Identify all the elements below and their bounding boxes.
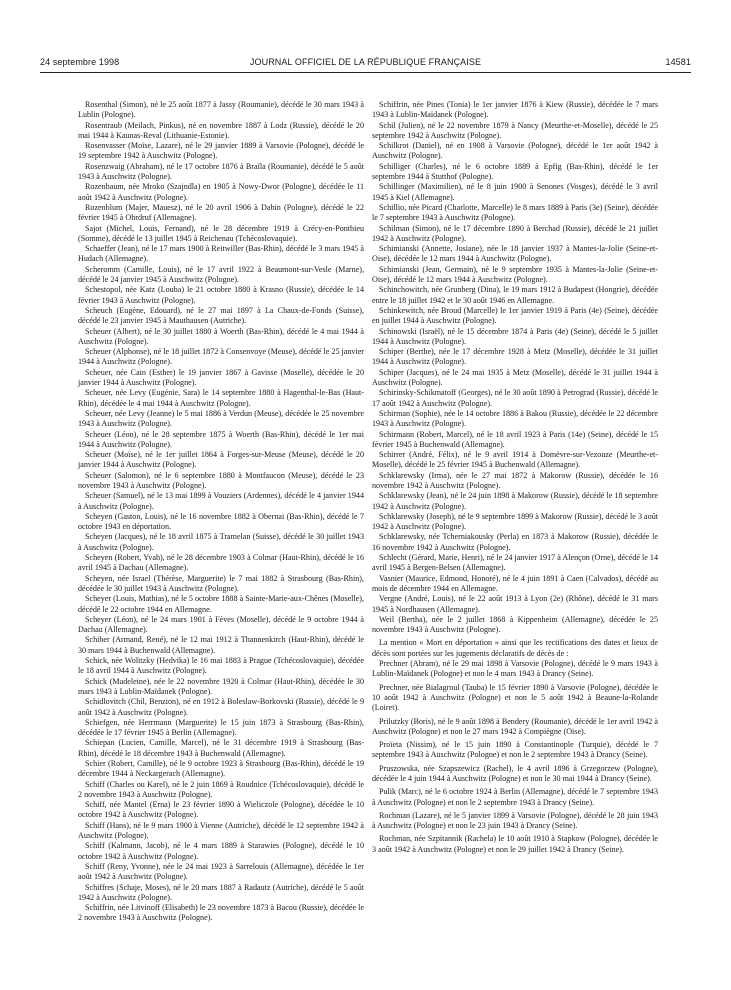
- entry-paragraph: Scheromm (Camille, Louis), né le 17 avril 1922 à Beaumont-sur-Vesle (Marne), décédé le 24 janvier 1945 à Auschwitz (Pologne).: [78, 264, 364, 285]
- entry-paragraph: Scheuer (Samuel), né le 13 mai 1899 à Vouziers (Ardennes), décédé le 4 janvier 1944 à Auschwitz (Pologne).: [78, 491, 364, 511]
- entry-paragraph: Schick (Madeleine), née le 22 novembre 1920 à Colmar (Haut-Rhin), décédée le 30 mars 1943 à Lublin-Maïdanek (Pologne).: [78, 676, 364, 696]
- entry-paragraph: Scheyer (Louis, Mathias), né le 5 octobre 1888 à Sainte-Marie-aux-Chênes (Moselle), décédé le 22 octobre 1944 en Allemagne.: [78, 594, 364, 614]
- entry-paragraph: Scheuer (Moïse), né le 1er juillet 1864 à Forges-sur-Meuse (Meuse), décédé le 20 janvier 1944 à Auschwitz (Pologne).: [78, 450, 364, 470]
- header-rule: [40, 72, 691, 73]
- entry-paragraph: Schiff (Kalmann, Jacob), né le 4 mars 1889 à Starawies (Pologne), décédé le 10 octobre 1942 à Auschwitz (Pologne).: [78, 841, 364, 861]
- entry-paragraph: Schiper (Jacques), né le 24 mai 1935 à Metz (Moselle), décédé le 31 juillet 1944 à Auschwitz (Pologne).: [372, 367, 658, 388]
- entry-paragraph: Proïeta (Nissim), né le 15 juin 1890 à Constantinople (Turquie), décédé le 7 septembre 1943 à Auschwitz (Pologne) et non le 2 septembre 1943 à Drancy (Seine).: [372, 740, 658, 760]
- entry-paragraph: Schklarewsky (Joseph), né le 9 septembre 1899 à Makorow (Russie), décédé le 3 août 1942 à Auschwitz (Pologne).: [372, 511, 658, 532]
- entry-paragraph: Weil (Bertha), née le 2 juillet 1868 à Kippenheim (Allemagne), décédée le 25 novembre 1943 à Auschwitz (Pologne).: [372, 614, 658, 635]
- entry-paragraph: Schestopol, née Katz (Louba) le 21 octobre 1880 à Krasno (Russie), décédée le 14 février 1943 à Auschwitz (Pologne).: [78, 285, 364, 305]
- entry-paragraph: Scheuer, née Levy (Eugénie, Sara) le 14 septembre 1880 à Hagenthal-le-Bas (Haut-Rhin), décédée le 4 mai 1944 à Auschwitz (Pologne).: [78, 388, 364, 408]
- entry-paragraph: Scheuer (Albert), né le 30 juillet 1880 à Woerth (Bas-Rhin), décédé le 4 mai 1944 à Auschwitz (Pologne).: [78, 326, 364, 346]
- entry-paragraph: Schick, née Wolitzky (Hedvika) le 16 mai 1883 à Prague (Tchécoslovaquie), décédée le 18 avril 1944 à Auschwitz (Pologne).: [78, 656, 364, 676]
- entry-paragraph: Schirrer (André, Félix), né le 9 avril 1914 à Domèvre-sur-Vezouze (Meurthe-et-Moselle), décédé le 25 février 1945 à Buchenwald (Allemagne).: [372, 450, 658, 470]
- page-header: [40, 57, 691, 71]
- entry-paragraph: Schidlovitch (Chil, Benzion), né en 1912 à Boleslaw-Borkovski (Russie), décédé le 9 août 1942 à Auschwitz (Pologne).: [78, 697, 364, 717]
- left-column: [78, 100, 364, 924]
- entry-paragraph: Scheuer (Alphonse), né le 18 juillet 1872 à Consenvoye (Meuse), décédé le 25 janvier 1944 à Auschwitz (Pologne).: [78, 347, 364, 367]
- entry-paragraph: Schiff (Reny, Yvonne), née le 24 mai 1923 à Sarrelouis (Allemagne), décédée le 1er août 1942 à Auschwitz (Pologne).: [78, 861, 364, 882]
- entry-paragraph: Schinowski (Israël), né le 15 décembre 1874 à Paris (4e) (Seine), décédé le 5 juillet 1944 à Auschwitz (Pologne).: [372, 326, 658, 346]
- entry-paragraph: Rosenzwaig (Abraham), né le 17 octobre 1876 à Braïla (Roumanie), décédé le 5 août 1943 à Auschwitz (Pologne).: [78, 161, 364, 182]
- entry-paragraph: Vergne (André, Louis), né le 22 août 1913 à Lyon (2e) (Rhône), décédé le 31 mars 1945 à Nordhausen (Allemagne).: [372, 594, 658, 614]
- entry-paragraph: Schier (Robert, Camille), né le 9 octobre 1923 à Strasbourg (Bas-Rhin), décédé le 19 décembre 1944 à Neckargerach (Allemagne).: [78, 759, 364, 779]
- entry-paragraph: Schilliger (Charles), né le 6 octobre 1889 à Epfig (Bas-Rhin), décédé le 1er septembre 1944 à Stutthof (Pologne).: [372, 161, 658, 182]
- entry-paragraph: Rosenthal (Simon), né le 25 août 1877 à Jassy (Roumanie), décédé le 30 mars 1943 à Lublin (Pologne).: [78, 100, 364, 120]
- entry-paragraph: Schiefgen, née Herrmann (Marguerite) le 15 juin 1873 à Strasbourg (Bas-Rhin), décédée le 17 février 1945 à Berlin (Allemagne).: [78, 717, 364, 738]
- entry-paragraph: Scheyen (Gaston, Louis), né le 16 novembre 1882 à Obernai (Bas-Rhin), décédé le 7 octobre 1943 en déportation.: [78, 511, 364, 532]
- entry-paragraph: Schaeffer (Jean), né le 17 mars 1900 à Reitwiller (Bas-Rhin), décédé le 3 mars 1945 à Hudach (Allemagne).: [78, 244, 364, 264]
- entry-paragraph: Rosenvasser (Moïse, Lazare), né le 29 janvier 1889 à Varsovie (Pologne), décédé le 19 septembre 1942 à Auschwitz (Pologne).: [78, 141, 364, 161]
- entry-paragraph: Schinkewitch, née Broud (Marcelle) le 1er janvier 1919 à Paris (4e) (Seine), décédée en juillet 1944 à Auschwitz (Pologne).: [372, 305, 658, 326]
- entry-paragraph: Scheyen, née Israel (Thérèse, Marguerite) le 7 mai 1882 à Strasbourg (Bas-Rhin), décédée le 30 juillet 1943 à Auschwitz (Pologne).: [78, 573, 364, 593]
- entry-paragraph: Scheyen (Robert, Yvah), né le 28 décembre 1903 à Colmar (Haut-Rhin), décédé le 16 avril 1945 à Dachau (Allemagne).: [78, 553, 364, 573]
- entry-paragraph: Rozenbaum, née Mroko (Szajndla) en 1905 à Nowy-Dwor (Pologne), décédée le 11 août 1942 à Auschwitz (Pologne).: [78, 182, 364, 202]
- header-date: 24 septembre 1998: [40, 57, 120, 67]
- entry-paragraph: Schilkrot (Daniel), né en 1908 à Varsovie (Pologne), décédé le 1er août 1942 à Auschwitz (Pologne).: [372, 141, 658, 161]
- entry-paragraph: Scheyer (Léon), né le 24 mars 1901 à Fèves (Moselle), décédé le 9 octobre 1944 à Dachau (Allemagne).: [78, 614, 364, 635]
- entry-paragraph: Schiff (Charles ou Karel), né le 2 juin 1869 à Roudnice (Tchécoslovaquie), décédé le 2 novembre 1943 à Auschwitz (Pologne).: [78, 779, 364, 799]
- entry-paragraph: Rozenblum (Majer, Mauesz), né le 20 avril 1906 à Dabin (Pologne), décédé le 22 février 1945 à Ohrdruf (Allemagne).: [78, 202, 364, 223]
- entry-paragraph: Schimianski (Jean, Germain), né le 9 septembre 1935 à Mantes-la-Jolie (Seine-et-Oise), décédé le 12 mars 1944 à Auschwitz (Pologne).: [372, 264, 658, 285]
- entry-paragraph: Schiber (Armand, René), né le 12 mai 1912 à Thannenkirch (Haut-Rhin), décédé le 30 mars 1944 à Buchenwald (Allemagne).: [78, 635, 364, 655]
- entry-paragraph: Prechner (Abram), né le 29 mai 1898 à Varsovie (Pologne), décédé le 9 mars 1943 à Lublin-Maïdanek (Pologne) et non le 4 mars 1943 à Drancy (Seine).: [372, 659, 658, 679]
- entry-paragraph: Prilutzky (Boris), né le 9 août 1898 à Bendery (Roumanie), décédé le 1er avril 1942 à Auschwitz (Pologne) et non le 27 mars 1942 à Compiègne (Oise).: [372, 716, 658, 736]
- entry-paragraph: Scheuer, née Levy (Jeanne) le 5 mai 1886 à Verdun (Meuse), décédée le 25 novembre 1943 à Auschwitz (Pologne).: [78, 408, 364, 429]
- entry-paragraph: Schirman (Sophie), née le 14 octobre 1886 à Bakou (Russie), décédée le 22 décembre 1943 à Auschwitz (Pologne).: [372, 408, 658, 429]
- entry-paragraph: Schklarewsky, née Tcherniakousky (Perla) en 1873 à Makorow (Russie), décédée le 16 novembre 1942 à Auschwitz (Pologne).: [372, 532, 658, 552]
- entry-paragraph: Schirmann (Robert, Marcel), né le 18 avril 1923 à Paris (14e) (Seine), décédé le 15 février 1945 à Buchenwald (Allemagne).: [372, 429, 658, 449]
- entry-paragraph: Vasnier (Maurice, Edmond, Honoré), né le 4 juin 1891 à Caen (Calvados), décédé au mois de décembre 1944 en Allemagne.: [372, 573, 658, 593]
- entry-paragraph: Schklarewsky (Irma), née le 27 mai 1872 à Makorow (Russie), décédée le 16 novembre 1942 à Auschwitz (Pologne).: [372, 470, 658, 490]
- entry-paragraph: Scheuer (Léon), né le 28 septembre 1875 à Woerth (Bas-Rhin), décédé le 1er mai 1944 à Auschwitz (Pologne).: [78, 429, 364, 449]
- entry-paragraph: Scheuer (Salomon), né le 6 septembre 1880 à Montfaucon (Meuse), décédé le 23 novembre 1943 à Auschwitz (Pologne).: [78, 470, 364, 490]
- rectification-entries: [372, 659, 658, 855]
- entry-paragraph: Schimianski (Annette, Josiane), née le 18 janvier 1937 à Mantes-la-Jolie (Seine-et-Oise), décédée le 12 mars 1944 à Auschwitz (Pologne).: [372, 244, 658, 264]
- entry-paragraph: Scheuer, née Cain (Esther) le 19 janvier 1867 à Gavisse (Moselle), décédée le 20 janvier 1944 à Auschwitz (Pologne).: [78, 367, 364, 388]
- entry-paragraph: Schillinger (Maximilien), né le 8 juin 1900 à Senones (Vosges), décédé le 3 avril 1945 à Kiel (Allemagne).: [372, 182, 658, 202]
- entry-paragraph: Prechner, née Bialagroul (Tauba) le 15 février 1890 à Varsovie (Pologne), décédée le 10 août 1942 à Auschwitz (Pologne) et non le 5 août 1942 à Beaune-la-Rolande (Loiret).: [372, 682, 658, 713]
- entry-paragraph: Schiff, née Mantel (Erna) le 23 février 1890 à Wieliczole (Pologne), décédée le 10 octobre 1942 à Auschwitz (Pologne).: [78, 800, 364, 820]
- entry-paragraph: Schiffrin, née Litvinoff (Elisabeth) le 23 novembre 1873 à Bacou (Russie), décédée le 2 novembre 1943 à Auschwitz (Pologne).: [78, 903, 364, 923]
- entry-paragraph: Schirinsky-Schikmatoff (Georges), né le 30 août 1890 à Petrograd (Russie), décédé le 17 août 1942 à Auschwitz (Pologne).: [372, 388, 658, 408]
- entry-paragraph: Schklarewsky (Jean), né le 24 juin 1898 à Makorow (Russie), décédé le 18 septembre 1942 à Auschwitz (Pologne).: [372, 491, 658, 511]
- right-column: [372, 100, 658, 858]
- entry-paragraph: Schiepan (Lucien, Camille, Marcel), né le 31 décembre 1919 à Strasbourg (Bas-Rhin), décédé le 18 décembre 1943 à Buchenwald (Allemagne).: [78, 738, 364, 758]
- entry-paragraph: Schiper (Berthe), née le 17 décembre 1928 à Metz (Moselle), décédée le 31 juillet 1944 à Auschwitz (Pologne).: [372, 347, 658, 367]
- entry-paragraph: Schlecht (Gérard, Marie, Henri), né le 24 janvier 1917 à Alençon (Orne), décédé le 14 avril 1945 à Bergen-Belsen (Allemagne).: [372, 553, 658, 573]
- entry-paragraph: Schiff (Hans), né le 9 mars 1900 à Vienne (Autriche), décédé le 12 septembre 1942 à Auschwitz (Pologne).: [78, 820, 364, 841]
- right-column-entries: [372, 100, 658, 635]
- header-page-number: 14581: [665, 57, 691, 67]
- entry-paragraph: Scheuch (Eugène, Edouard), né le 27 mai 1897 à La Chaux-de-Fonds (Suisse), décédé le 23 janvier 1945 à Mauthausen (Autriche).: [78, 305, 364, 326]
- entry-paragraph: Schillio, née Picard (Charlotte, Marcelle) le 8 mars 1889 à Paris (3e) (Seine), décédée le 7 septembre 1943 à Auschwitz (Pologne).: [372, 202, 658, 223]
- entry-paragraph: Sajot (Michel, Louis, Fernand), né le 28 décembre 1919 à Crécy-en-Ponthieu (Somme), décédé le 13 juillet 1945 à Reichenau (Tchécoslovaquie).: [78, 223, 364, 243]
- entry-paragraph: Schiffres (Schaje, Moses), né le 20 mars 1887 à Radautz (Autriche), décédé le 5 août 1942 à Auschwitz (Pologne).: [78, 882, 364, 902]
- entry-paragraph: Rochman, née Szpitannik (Rachela) le 10 août 1910 à Stapkow (Pologne), décédée le 3 août 1942 à Auschwitz (Pologne) et non le 29 juillet 1942 à Drancy (Seine).: [372, 834, 658, 854]
- entry-paragraph: Schiffrin, née Pines (Tonia) le 1er janvier 1876 à Kiew (Russie), décédée le 7 mars 1943 à Lublin-Maïdanek (Pologne).: [372, 100, 658, 120]
- rectification-note: La mention « Mort en déportation » ainsi que les rectifications des dates et lieux de décès sont portées sur les jugements déclaratifs de décès de :: [372, 638, 658, 658]
- entry-paragraph: Schinchowitch, née Grunberg (Dina), le 19 mars 1912 à Budapest (Hongrie), décédée entre le 18 juillet 1942 et le 30 août 1946 en Allemagne.: [372, 285, 658, 305]
- entry-paragraph: Schilman (Simon), né le 17 décembre 1890 à Berchad (Russie), décédé le 21 juillet 1942 à Auschwitz (Pologne).: [372, 223, 658, 243]
- entry-paragraph: Scheyen (Jacques), né le 18 avril 1875 à Tramelan (Suisse), décédé le 30 juillet 1943 à Auschwitz (Pologne).: [78, 532, 364, 552]
- entry-paragraph: Rochman (Lazare), né le 5 janvier 1899 à Varsovie (Pologne), décédé le 28 juin 1943 à Auschwitz (Pologne) et non le 23 juin 1943 à Drancy (Seine).: [372, 810, 658, 831]
- entry-paragraph: Pruszowska, née Szapszewicz (Rachel), le 4 avril 1896 à Grzegorzew (Pologne), décédée le 4 juin 1944 à Auschwitz (Pologne) et non le 30 mai 1944 à Drancy (Seine).: [372, 763, 658, 783]
- entry-paragraph: Schil (Julien), né le 22 novembre 1879 à Nancy (Meurthe-et-Moselle), décédé le 25 septembre 1942 à Auschwitz (Pologne).: [372, 120, 658, 140]
- entry-paragraph: Pulik (Marc), né le 6 octobre 1924 à Berlin (Allemagne), décédé le 7 septembre 1943 à Auschwitz (Pologne) et non le 2 septembre 1943 à Drancy (Seine).: [372, 787, 658, 807]
- header-title: JOURNAL OFFICIEL DE LA RÉPUBLIQUE FRANÇAISE: [249, 57, 482, 67]
- entry-paragraph: Rosentraub (Meilach, Pinkus), né en novembre 1887 à Lodz (Russie), décédé le 20 mai 1944 à Kaunas-Reval (Lithuanie-Estonie).: [78, 120, 364, 140]
